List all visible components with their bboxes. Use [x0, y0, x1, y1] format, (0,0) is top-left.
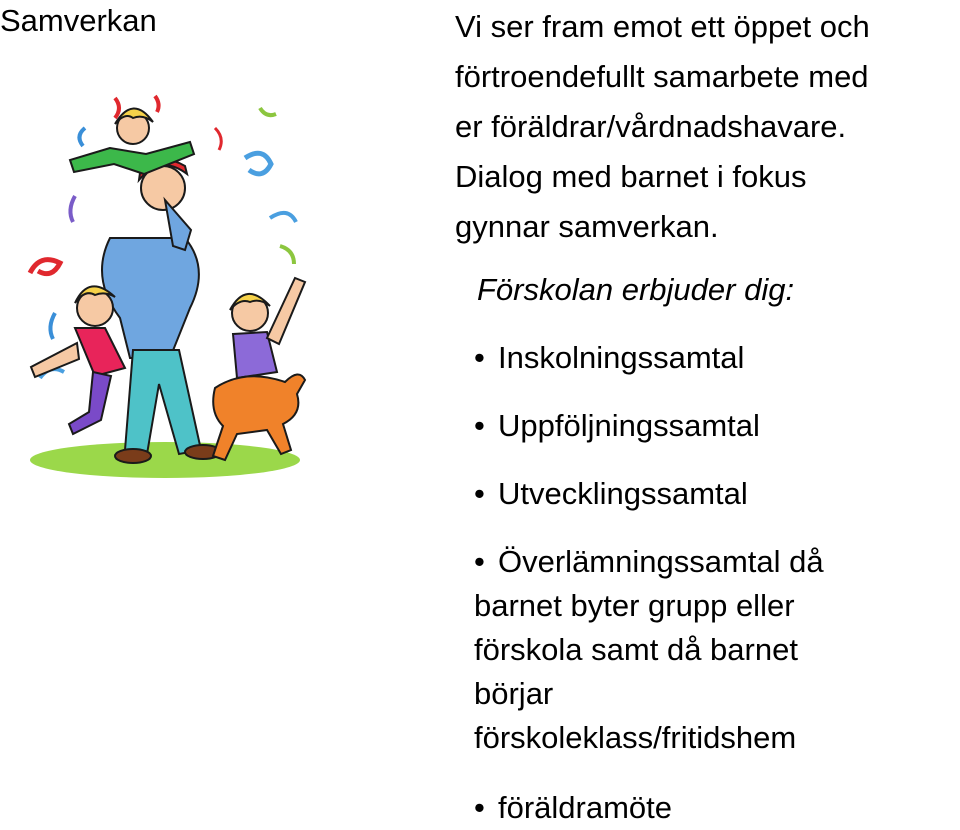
intro-line: Dialog med barnet i fokus — [455, 159, 807, 194]
list-item-label: Inskolningssamtal — [498, 340, 745, 375]
list-item-label: Utvecklingssamtal — [498, 476, 748, 511]
list-item-label: föräldramöte — [498, 790, 673, 825]
bullet: • — [474, 408, 485, 443]
bullet: • — [474, 476, 485, 511]
list-item — [474, 472, 748, 516]
bullet: • — [474, 544, 485, 579]
list-item — [474, 540, 824, 760]
intro-text — [455, 2, 960, 252]
intro-line: förtroendefullt samarbete med — [455, 59, 869, 94]
list-item — [474, 786, 672, 830]
list-item-label: Uppföljningssamtal — [498, 408, 760, 443]
intro-line: gynnar samverkan. — [455, 209, 719, 244]
list-item — [474, 404, 760, 448]
list-item-continuation: börjar — [474, 676, 554, 711]
list-item-continuation: barnet byter grupp eller — [474, 588, 795, 623]
slide-title: Samverkan — [0, 3, 157, 38]
list-item-continuation: förskoleklass/fritidshem — [474, 720, 797, 755]
list-item-continuation: förskola samt då barnet — [474, 632, 798, 667]
bullet: • — [474, 790, 485, 825]
list-item-label: Överlämningssamtal då — [498, 544, 824, 579]
offer-heading: Förskolan erbjuder dig: — [477, 272, 795, 307]
intro-line: Vi ser fram emot ett öppet och — [455, 9, 870, 44]
list-item — [474, 336, 744, 380]
family-clipart-image — [15, 88, 325, 483]
bullet: • — [474, 340, 485, 375]
intro-line: er föräldrar/vårdnadshavare. — [455, 109, 847, 144]
